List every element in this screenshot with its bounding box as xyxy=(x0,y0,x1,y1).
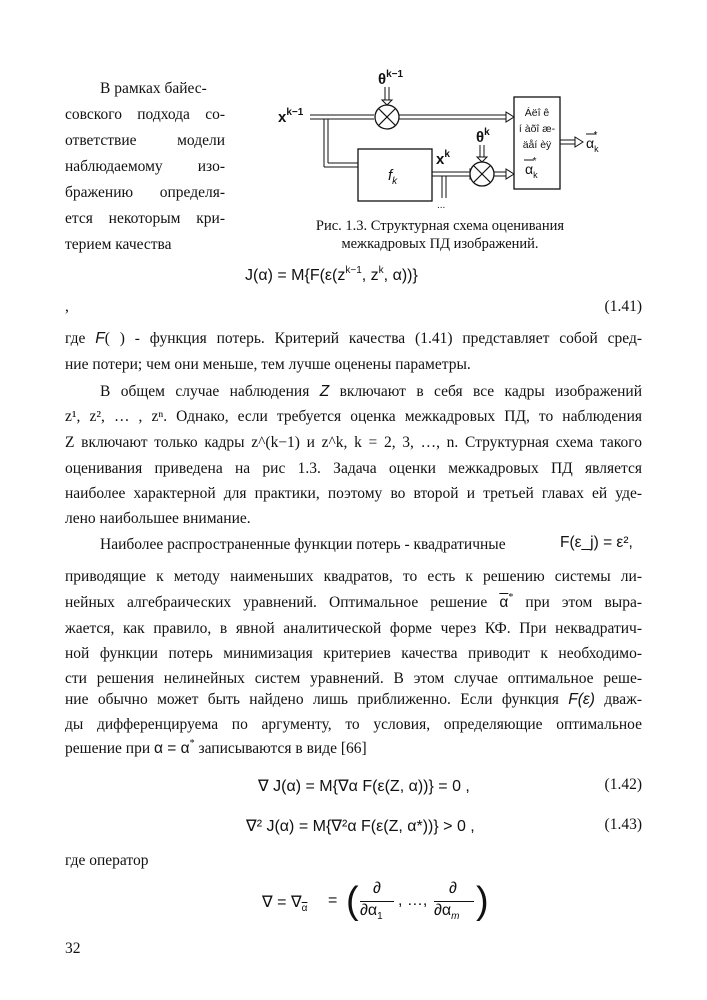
p3-loss-formula: F(ε_j) = ε², xyxy=(560,534,633,551)
p3-line-1: Наиболее распространенные функции потерь - квадратичные xyxy=(100,536,506,553)
p2-line-1: В общем случае наблюдения Z включают в себя все кадры изображений xyxy=(100,383,642,400)
xk-label: $x^k$ xyxy=(436,149,450,168)
figure-caption-2: межкадровых ПД изображений. xyxy=(341,236,539,252)
p3-line-4: жается, как правило, в явной аналитической форме через КФ. При неквадратич- xyxy=(65,620,642,637)
p3-line-3: нейных алгебраических уравнений. Оптимальное решение $\overline{\alpha}^*$ при этом выра- xyxy=(65,592,642,611)
equation-1-43: ∇² J(α) = M{∇²α F(ε(Z, α*))} > 0 , xyxy=(246,818,475,835)
search-block-alpha: $\alpha_k*$ xyxy=(525,156,538,180)
search-block-text-3: äåí èÿ xyxy=(522,139,552,151)
equation-number-1-42: (1.42) xyxy=(604,776,642,793)
p2-line-6: лено наибольшее внимание. xyxy=(65,510,251,527)
output-alpha: $\alpha_k*$ xyxy=(586,130,599,154)
equation-1-41-comma: , xyxy=(65,298,69,315)
p2-line-5: наиболее характерной для практики, поэтому во второй и третьей главах ей уде- xyxy=(65,485,642,502)
left-line-1: В рамках байес- xyxy=(100,80,207,97)
left-line-6: ется некоторым кри- xyxy=(65,210,225,227)
equation-number-1-41: (1.41) xyxy=(604,298,642,315)
tap-dots: ... xyxy=(437,200,446,211)
figure-caption-1: Рис. 1.3. Структурная схема оценивания xyxy=(315,218,565,234)
p3-line-8: ды дифференцируема по аргументу, то условия, определяющие оптимальное xyxy=(65,716,642,733)
fk-block xyxy=(358,149,432,201)
equation-1-41: $J(\alpha) = M\{F(\varepsilon(z^{k-1}$, $z^k$, α))} xyxy=(245,265,418,284)
p3-line-9: решение при α = α* записываются в виде [66] xyxy=(65,738,367,757)
p1-line-2: ние потери; чем они меньше, тем лучше оценены параметры. xyxy=(65,356,471,373)
p3-line-7: ние обычно может быть найдено лишь приближенно. Если функция F(ε) дваж- xyxy=(65,691,642,708)
equation-number-1-43: (1.43) xyxy=(604,816,642,833)
left-line-3: ответствие модели xyxy=(65,132,225,149)
left-line-5: бражению определя- xyxy=(65,184,225,201)
fk-label: $f_k$ xyxy=(388,167,398,187)
equation-1-42: ∇ J(α) = M{∇α F(ε(Z, α))} = 0 , xyxy=(258,778,470,795)
left-line-7: терием качества xyxy=(65,236,172,253)
p1-line-1: где F( ) - функция потерь. Критерий качества (1.41) представляет собой сред- xyxy=(65,330,642,347)
theta-right-label: $\theta^k$ xyxy=(476,127,490,146)
block-diagram xyxy=(270,62,610,222)
page-number: 32 xyxy=(65,940,81,957)
p2-line-4: оценивания приведена на рис 1.3. Задача оценки межкадровых ПД является xyxy=(65,460,642,477)
input-x-label: $x^{k-1}$ xyxy=(278,107,304,126)
operator-line: где оператор xyxy=(65,852,149,869)
p2-line-2: z¹, z², … , zⁿ. Однако, если требуется оценка межкадровых ПД, то наблюдения xyxy=(65,408,642,425)
p3-line-2: приводящие к методу наименьших квадратов, то есть к решению системы ли- xyxy=(65,568,642,585)
left-line-4: наблюдаемому изо- xyxy=(65,158,225,175)
p2-line-3: Z включают только кадры z^(k−1) и z^k, k = 2, 3, …, n. Структурная схема такого xyxy=(65,434,642,451)
p3-line-5: ной функции потерь минимизация критериев качества приводит к необходимо- xyxy=(65,645,642,662)
left-line-2: совского подхода со- xyxy=(65,106,225,123)
search-block-text-2: í àõî æ- xyxy=(518,123,556,135)
search-block-text-1: Áëî ê xyxy=(524,107,550,119)
theta-top-label: $\theta^{k-1}$ xyxy=(378,69,404,88)
p3-line-6: сти решения нелинейных систем уравнений. В этом случае оптимальное реше- xyxy=(65,670,642,687)
